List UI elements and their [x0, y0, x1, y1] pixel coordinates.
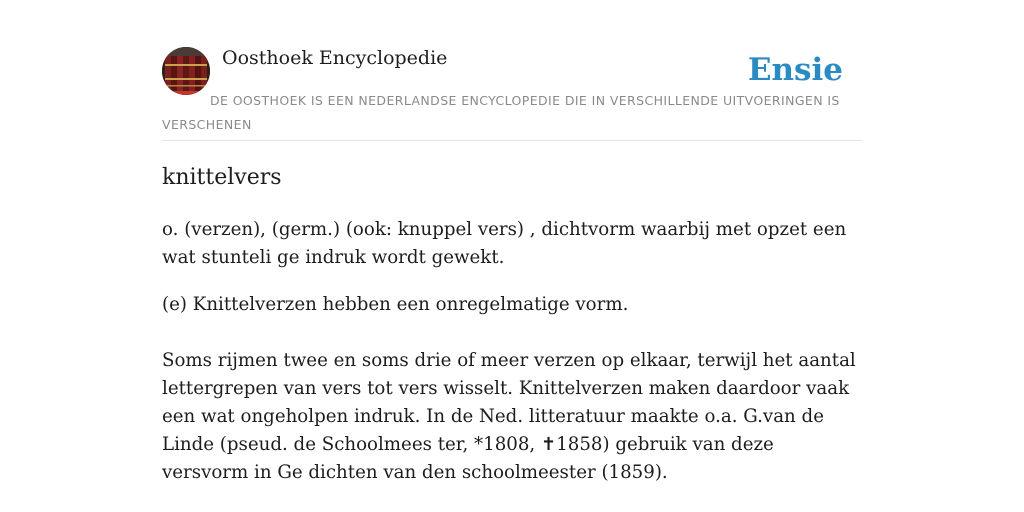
- entry-paragraph: Soms rijmen twee en soms drie of meer verzen op elkaar, terwijl het aantal lettergrepen van vers tot vers wisselt. Knittelverzen maken daardoor vaak een wat ongeholpen indruk. In de Ned. litteratuur maakte o.a. G.van de Linde (pseud. de Schoolmees ter, *1808, ✝1858) gebruik van deze versvorm in Ge dichten van den schoolmeester (1859).: [162, 350, 856, 483]
- site-title[interactable]: Oosthoek Encyclopedie: [222, 47, 448, 69]
- entry-paragraph: o. (verzen), (germ.) (ook: knuppel vers) , dichtvorm waarbij met opzet een wat stunteli ge indruk wordt gewekt.: [162, 219, 847, 268]
- entry-content: [162, 160, 862, 487]
- encyclopedia-books-icon[interactable]: [162, 47, 210, 95]
- site-tagline: DE OOSTHOEK IS EEN NEDERLANDSE ENCYCLOPEDIE DIE IN VERSCHILLENDE UITVOERINGEN IS VERSCHENEN: [162, 93, 840, 132]
- brand-logo[interactable]: Ensie: [747, 52, 843, 88]
- entry-paragraph: (e) Knittelverzen hebben een onregelmatige vorm.: [162, 294, 629, 315]
- site-header: [162, 46, 862, 141]
- entry-title: knittelvers: [162, 165, 282, 190]
